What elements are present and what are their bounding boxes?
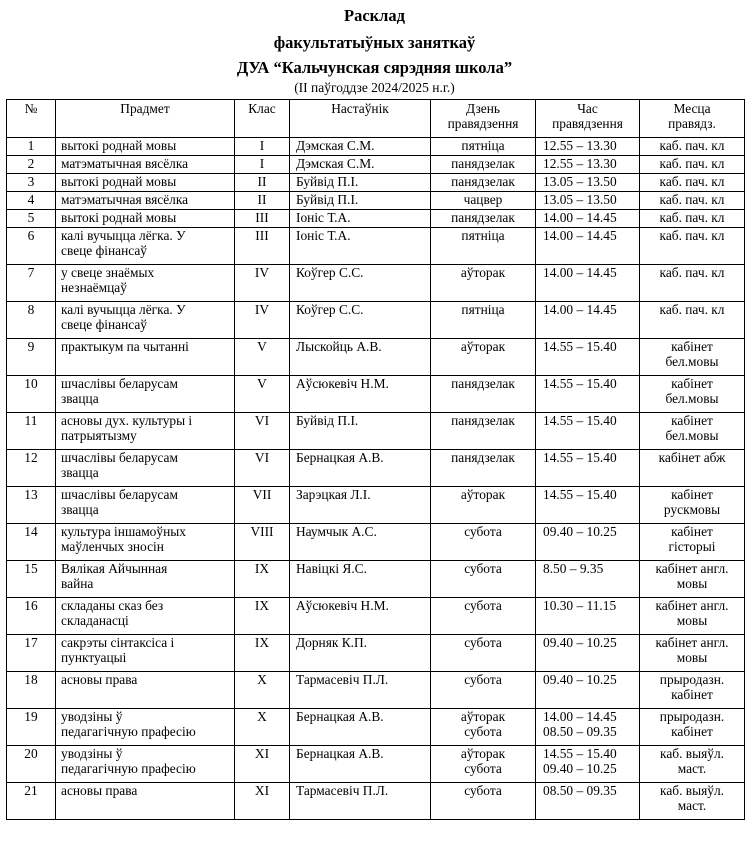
doc-subtitle: (ІІ паўгоддзе 2024/2025 н.г.) bbox=[294, 80, 455, 95]
time-cell-line: 14.55 – 15.40 bbox=[543, 339, 617, 354]
subject-cell bbox=[56, 192, 235, 210]
table-row bbox=[7, 192, 745, 210]
place-cell-line: каб. пач. кл bbox=[659, 156, 725, 171]
day-cell-line: аўторак bbox=[460, 709, 506, 724]
teacher-cell: Тармасевіч П.Л. bbox=[290, 672, 431, 709]
class-cell: VІ bbox=[235, 450, 290, 487]
day-cell bbox=[431, 561, 536, 598]
place-cell bbox=[640, 210, 745, 228]
day-cell bbox=[431, 210, 536, 228]
class-cell: Х bbox=[235, 709, 290, 746]
time-cell-line: 14.00 – 14.45 bbox=[543, 302, 617, 317]
day-cell-line: субота bbox=[464, 783, 502, 798]
time-cell-line: 14.55 – 15.40 bbox=[543, 746, 617, 761]
time-cell bbox=[536, 450, 640, 487]
col-header-class: Клас bbox=[235, 100, 290, 138]
place-cell bbox=[640, 783, 745, 820]
teacher-cell: Зарэцкая Л.І. bbox=[290, 487, 431, 524]
time-cell bbox=[536, 174, 640, 192]
place-cell bbox=[640, 487, 745, 524]
subject-cell-line: свеце фінансаў bbox=[61, 317, 148, 332]
place-cell-line: кабінет bbox=[671, 524, 713, 539]
time-cell-line: 12.55 – 13.30 bbox=[543, 138, 617, 153]
subject-cell-line: асновы права bbox=[61, 672, 138, 687]
subject-cell-line: калі вучыцца лёгка. У bbox=[61, 228, 186, 243]
subject-cell-line: звацца bbox=[61, 465, 99, 480]
day-cell-line: пятніца bbox=[461, 302, 505, 317]
subject-cell-line: асновы права bbox=[61, 783, 138, 798]
time-cell bbox=[536, 339, 640, 376]
day-cell-line: пятніца bbox=[461, 138, 505, 153]
row-number: 2 bbox=[7, 156, 56, 174]
teacher-cell: Іоніс Т.А. bbox=[290, 228, 431, 265]
subject-cell-line: звацца bbox=[61, 502, 99, 517]
class-cell: V bbox=[235, 376, 290, 413]
place-cell-line: каб. пач. кл bbox=[659, 265, 725, 280]
class-cell: ХІ bbox=[235, 783, 290, 820]
row-number: 1 bbox=[7, 138, 56, 156]
subject-cell-line: педагагічную прафесію bbox=[61, 724, 196, 739]
place-cell-line: кабінет англ. bbox=[655, 635, 729, 650]
row-number: 6 bbox=[7, 228, 56, 265]
day-cell bbox=[431, 635, 536, 672]
subject-cell-line: матэматычная вясёлка bbox=[61, 192, 189, 207]
doc-title-line3: ДУА “Кальчунская сярэдняя школа” bbox=[236, 58, 513, 77]
teacher-cell: Буйвід П.І. bbox=[290, 413, 431, 450]
day-cell bbox=[431, 302, 536, 339]
day-cell-line: субота bbox=[464, 635, 502, 650]
place-cell bbox=[640, 302, 745, 339]
class-cell: ІV bbox=[235, 302, 290, 339]
subject-cell-line: шчаслівы беларусам bbox=[61, 450, 178, 465]
time-cell-line: 08.50 – 09.35 bbox=[543, 724, 617, 739]
place-cell-line: кабінет абж bbox=[658, 450, 726, 465]
time-cell bbox=[536, 746, 640, 783]
time-cell bbox=[536, 413, 640, 450]
class-cell: ІІІ bbox=[235, 210, 290, 228]
subject-cell bbox=[56, 487, 235, 524]
time-cell bbox=[536, 228, 640, 265]
time-cell bbox=[536, 156, 640, 174]
table-row bbox=[7, 450, 745, 487]
teacher-cell: Навіцкі Я.С. bbox=[290, 561, 431, 598]
teacher-cell: Наумчык А.С. bbox=[290, 524, 431, 561]
time-cell-line: 09.40 – 10.25 bbox=[543, 761, 617, 776]
subject-cell bbox=[56, 450, 235, 487]
day-cell-line: панядзелак bbox=[451, 156, 515, 171]
place-cell-line: каб. выяўл. bbox=[660, 783, 724, 798]
place-cell-line: каб. пач. кл bbox=[659, 302, 725, 317]
class-cell: ХІ bbox=[235, 746, 290, 783]
day-cell-line: панядзелак bbox=[451, 376, 515, 391]
time-cell-line: 10.30 – 11.15 bbox=[543, 598, 617, 613]
day-cell bbox=[431, 746, 536, 783]
subject-cell-line: звацца bbox=[61, 391, 99, 406]
subject-cell bbox=[56, 746, 235, 783]
day-cell-line: аўторак bbox=[460, 265, 506, 280]
col-header-time: Час правядзення bbox=[536, 100, 640, 138]
teacher-cell: Бернацкая А.В. bbox=[290, 746, 431, 783]
place-cell-line: кабінет bbox=[671, 487, 713, 502]
row-number: 20 bbox=[7, 746, 56, 783]
day-cell bbox=[431, 156, 536, 174]
time-cell bbox=[536, 192, 640, 210]
subject-cell bbox=[56, 265, 235, 302]
subject-cell-line: сакрэты сінтаксіса і bbox=[61, 635, 175, 650]
time-cell bbox=[536, 524, 640, 561]
table-row bbox=[7, 210, 745, 228]
class-cell: ІХ bbox=[235, 598, 290, 635]
day-cell-line: аўторак bbox=[460, 746, 506, 761]
place-cell bbox=[640, 228, 745, 265]
place-cell-line: кабінет англ. bbox=[655, 598, 729, 613]
row-number: 10 bbox=[7, 376, 56, 413]
subject-cell-line: вытокі роднай мовы bbox=[61, 210, 177, 225]
place-cell-line: кабінет bbox=[671, 339, 713, 354]
place-cell bbox=[640, 376, 745, 413]
place-cell bbox=[640, 672, 745, 709]
time-cell bbox=[536, 376, 640, 413]
col-header-day: Дзень правядзення bbox=[431, 100, 536, 138]
time-cell-line: 14.00 – 14.45 bbox=[543, 210, 617, 225]
day-cell-line: субота bbox=[464, 598, 502, 613]
time-cell-line: 14.55 – 15.40 bbox=[543, 450, 617, 465]
subject-cell-line: уводзіны ў bbox=[61, 746, 123, 761]
day-cell bbox=[431, 228, 536, 265]
place-cell bbox=[640, 561, 745, 598]
day-cell-line: субота bbox=[464, 561, 502, 576]
place-cell-line: каб. пач. кл bbox=[659, 192, 725, 207]
teacher-cell: Дорняк К.П. bbox=[290, 635, 431, 672]
col-header-num: № bbox=[7, 100, 56, 138]
teacher-cell: Коўгер С.С. bbox=[290, 302, 431, 339]
time-cell bbox=[536, 561, 640, 598]
time-cell-line: 14.00 – 14.45 bbox=[543, 228, 617, 243]
table-row bbox=[7, 783, 745, 820]
row-number: 16 bbox=[7, 598, 56, 635]
row-number: 9 bbox=[7, 339, 56, 376]
place-cell bbox=[640, 746, 745, 783]
day-cell bbox=[431, 174, 536, 192]
subject-cell-line: патрыятызму bbox=[61, 428, 137, 443]
class-cell: VІІІ bbox=[235, 524, 290, 561]
place-cell-line: маст. bbox=[677, 761, 707, 776]
subject-cell-line: шчаслівы беларусам bbox=[61, 376, 178, 391]
class-cell: Х bbox=[235, 672, 290, 709]
teacher-cell: Іоніс Т.А. bbox=[290, 210, 431, 228]
subject-cell-line: складаны сказ без bbox=[61, 598, 164, 613]
day-cell bbox=[431, 524, 536, 561]
time-cell-line: 13.05 – 13.50 bbox=[543, 174, 617, 189]
time-cell-line: 14.55 – 15.40 bbox=[543, 376, 617, 391]
place-cell bbox=[640, 192, 745, 210]
row-number: 14 bbox=[7, 524, 56, 561]
place-cell-line: каб. пач. кл bbox=[659, 138, 725, 153]
day-cell bbox=[431, 339, 536, 376]
subject-cell-line: шчаслівы беларусам bbox=[61, 487, 178, 502]
time-cell bbox=[536, 783, 640, 820]
day-cell bbox=[431, 450, 536, 487]
row-number: 11 bbox=[7, 413, 56, 450]
row-number: 12 bbox=[7, 450, 56, 487]
time-cell-line: 14.55 – 15.40 bbox=[543, 487, 617, 502]
row-number: 3 bbox=[7, 174, 56, 192]
class-cell: ІІ bbox=[235, 174, 290, 192]
subject-cell bbox=[56, 672, 235, 709]
place-cell-line: каб. пач. кл bbox=[659, 228, 725, 243]
subject-cell bbox=[56, 156, 235, 174]
subject-cell-line: незнаёмцаў bbox=[61, 280, 127, 295]
subject-cell bbox=[56, 174, 235, 192]
teacher-cell: Коўгер С.С. bbox=[290, 265, 431, 302]
day-cell-line: субота bbox=[464, 761, 502, 776]
table-row bbox=[7, 228, 745, 265]
place-cell bbox=[640, 138, 745, 156]
row-number: 13 bbox=[7, 487, 56, 524]
subject-cell bbox=[56, 228, 235, 265]
teacher-cell: Дэмская С.М. bbox=[290, 156, 431, 174]
subject-cell-line: вайна bbox=[61, 576, 94, 591]
class-cell: ІХ bbox=[235, 635, 290, 672]
class-cell: І bbox=[235, 138, 290, 156]
row-number: 18 bbox=[7, 672, 56, 709]
class-cell: ІІІ bbox=[235, 228, 290, 265]
place-cell-line: мовы bbox=[676, 650, 708, 665]
teacher-cell: Дэмская С.М. bbox=[290, 138, 431, 156]
subject-cell-line: практыкум па чытанні bbox=[61, 339, 189, 354]
time-cell-line: 13.05 – 13.50 bbox=[543, 192, 617, 207]
place-cell bbox=[640, 265, 745, 302]
subject-cell bbox=[56, 709, 235, 746]
time-cell bbox=[536, 138, 640, 156]
subject-cell bbox=[56, 561, 235, 598]
subject-cell-line: калі вучыцца лёгка. У bbox=[61, 302, 186, 317]
place-cell-line: бел.мовы bbox=[665, 391, 719, 406]
row-number: 8 bbox=[7, 302, 56, 339]
table-row bbox=[7, 524, 745, 561]
subject-cell-line: асновы дух. культуры і bbox=[61, 413, 193, 428]
subject-cell bbox=[56, 138, 235, 156]
place-cell-line: бел.мовы bbox=[665, 354, 719, 369]
table-row bbox=[7, 672, 745, 709]
day-cell bbox=[431, 487, 536, 524]
place-cell-line: кабінет bbox=[671, 376, 713, 391]
place-cell-line: каб. выяўл. bbox=[660, 746, 724, 761]
place-cell-line: мовы bbox=[676, 613, 708, 628]
teacher-cell: Аўсюкевіч Н.М. bbox=[290, 598, 431, 635]
table-row bbox=[7, 156, 745, 174]
place-cell-line: прыродазн. bbox=[659, 709, 725, 724]
table-header-row bbox=[7, 100, 745, 138]
place-cell bbox=[640, 524, 745, 561]
day-cell bbox=[431, 138, 536, 156]
time-cell-line: 8.50 – 9.35 bbox=[543, 561, 604, 576]
place-cell bbox=[640, 598, 745, 635]
subject-cell-line: уводзіны ў bbox=[61, 709, 123, 724]
row-number: 21 bbox=[7, 783, 56, 820]
class-cell: VІ bbox=[235, 413, 290, 450]
day-cell bbox=[431, 709, 536, 746]
subject-cell bbox=[56, 635, 235, 672]
col-header-subject: Прадмет bbox=[56, 100, 235, 138]
subject-cell bbox=[56, 524, 235, 561]
day-cell-line: субота bbox=[464, 724, 502, 739]
day-cell bbox=[431, 376, 536, 413]
place-cell-line: кабінет bbox=[671, 724, 713, 739]
time-cell-line: 12.55 – 13.30 bbox=[543, 156, 617, 171]
place-cell-line: кабінет bbox=[671, 687, 713, 702]
doc-title-line2: факультатыўных заняткаў bbox=[273, 33, 476, 52]
day-cell bbox=[431, 265, 536, 302]
subject-cell-line: культура іншамоўных bbox=[61, 524, 186, 539]
place-cell-line: каб. пач. кл bbox=[659, 174, 725, 189]
schedule-table bbox=[6, 99, 745, 820]
place-cell-line: бел.мовы bbox=[665, 428, 719, 443]
table-row bbox=[7, 561, 745, 598]
class-cell: ІХ bbox=[235, 561, 290, 598]
subject-cell-line: педагагічную прафесію bbox=[61, 761, 196, 776]
row-number: 5 bbox=[7, 210, 56, 228]
table-row bbox=[7, 138, 745, 156]
subject-cell bbox=[56, 783, 235, 820]
teacher-cell: Буйвід П.І. bbox=[290, 174, 431, 192]
table-row bbox=[7, 487, 745, 524]
row-number: 17 bbox=[7, 635, 56, 672]
day-cell bbox=[431, 192, 536, 210]
place-cell bbox=[640, 635, 745, 672]
time-cell bbox=[536, 635, 640, 672]
day-cell-line: панядзелак bbox=[451, 210, 515, 225]
time-cell bbox=[536, 709, 640, 746]
day-cell-line: субота bbox=[464, 672, 502, 687]
subject-cell bbox=[56, 598, 235, 635]
subject-cell-line: пунктуацыі bbox=[61, 650, 127, 665]
table-row bbox=[7, 339, 745, 376]
teacher-cell: Аўсюкевіч Н.М. bbox=[290, 376, 431, 413]
subject-cell-line: свеце фінансаў bbox=[61, 243, 148, 258]
place-cell-line: мовы bbox=[676, 576, 708, 591]
time-cell-line: 14.00 – 14.45 bbox=[543, 709, 617, 724]
day-cell-line: панядзелак bbox=[451, 174, 515, 189]
place-cell bbox=[640, 450, 745, 487]
day-cell bbox=[431, 783, 536, 820]
subject-cell-line: у свеце знаёмых bbox=[61, 265, 155, 280]
subject-cell bbox=[56, 339, 235, 376]
time-cell-line: 09.40 – 10.25 bbox=[543, 672, 617, 687]
subject-cell bbox=[56, 210, 235, 228]
time-cell bbox=[536, 302, 640, 339]
place-cell-line: гісторыі bbox=[668, 539, 716, 554]
time-cell-line: 14.55 – 15.40 bbox=[543, 413, 617, 428]
day-cell bbox=[431, 598, 536, 635]
class-cell: І bbox=[235, 156, 290, 174]
place-cell bbox=[640, 413, 745, 450]
time-cell-line: 14.00 – 14.45 bbox=[543, 265, 617, 280]
teacher-cell: Тармасевіч П.Л. bbox=[290, 783, 431, 820]
row-number: 7 bbox=[7, 265, 56, 302]
place-cell bbox=[640, 339, 745, 376]
place-cell bbox=[640, 156, 745, 174]
place-cell bbox=[640, 174, 745, 192]
place-cell bbox=[640, 709, 745, 746]
table-row bbox=[7, 265, 745, 302]
doc-title-line1: Расклад bbox=[343, 6, 405, 25]
day-cell-line: аўторак bbox=[460, 339, 506, 354]
time-cell bbox=[536, 672, 640, 709]
time-cell bbox=[536, 265, 640, 302]
place-cell-line: кабінет bbox=[671, 413, 713, 428]
place-cell-line: рускмовы bbox=[663, 502, 721, 517]
day-cell-line: чацвер bbox=[463, 192, 503, 207]
subject-cell-line: маўленчых зносін bbox=[61, 539, 164, 554]
subject-cell-line: вытокі роднай мовы bbox=[61, 138, 177, 153]
time-cell-line: 09.40 – 10.25 bbox=[543, 635, 617, 650]
day-cell bbox=[431, 413, 536, 450]
teacher-cell: Буйвід П.І. bbox=[290, 192, 431, 210]
table-row bbox=[7, 413, 745, 450]
row-number: 4 bbox=[7, 192, 56, 210]
table-row bbox=[7, 746, 745, 783]
time-cell-line: 08.50 – 09.35 bbox=[543, 783, 617, 798]
day-cell-line: панядзелак bbox=[451, 413, 515, 428]
day-cell-line: панядзелак bbox=[451, 450, 515, 465]
day-cell-line: субота bbox=[464, 524, 502, 539]
time-cell-line: 09.40 – 10.25 bbox=[543, 524, 617, 539]
teacher-cell: Бернацкая А.В. bbox=[290, 709, 431, 746]
subject-cell bbox=[56, 376, 235, 413]
place-cell-line: каб. пач. кл bbox=[659, 210, 725, 225]
subject-cell bbox=[56, 302, 235, 339]
teacher-cell: Лыскойць А.В. bbox=[290, 339, 431, 376]
col-header-place: Месца правядз. bbox=[640, 100, 745, 138]
day-cell-line: пятніца bbox=[461, 228, 505, 243]
class-cell: ІV bbox=[235, 265, 290, 302]
subject-cell-line: складанасці bbox=[61, 613, 129, 628]
subject-cell-line: Вялікая Айчынная bbox=[61, 561, 168, 576]
table-row bbox=[7, 598, 745, 635]
row-number: 19 bbox=[7, 709, 56, 746]
time-cell bbox=[536, 210, 640, 228]
teacher-cell: Бернацкая А.В. bbox=[290, 450, 431, 487]
subject-cell-line: матэматычная вясёлка bbox=[61, 156, 189, 171]
table-row bbox=[7, 709, 745, 746]
place-cell-line: прыродазн. bbox=[659, 672, 725, 687]
col-header-teacher: Настаўнік bbox=[290, 100, 431, 138]
day-cell-line: аўторак bbox=[460, 487, 506, 502]
time-cell bbox=[536, 598, 640, 635]
subject-cell-line: вытокі роднай мовы bbox=[61, 174, 177, 189]
time-cell bbox=[536, 487, 640, 524]
place-cell-line: маст. bbox=[677, 798, 707, 813]
table-row bbox=[7, 302, 745, 339]
table-row bbox=[7, 635, 745, 672]
table-row bbox=[7, 376, 745, 413]
class-cell: VІІ bbox=[235, 487, 290, 524]
place-cell-line: кабінет англ. bbox=[655, 561, 729, 576]
class-cell: V bbox=[235, 339, 290, 376]
subject-cell bbox=[56, 413, 235, 450]
row-number: 15 bbox=[7, 561, 56, 598]
day-cell bbox=[431, 672, 536, 709]
table-row bbox=[7, 174, 745, 192]
class-cell: ІІ bbox=[235, 192, 290, 210]
